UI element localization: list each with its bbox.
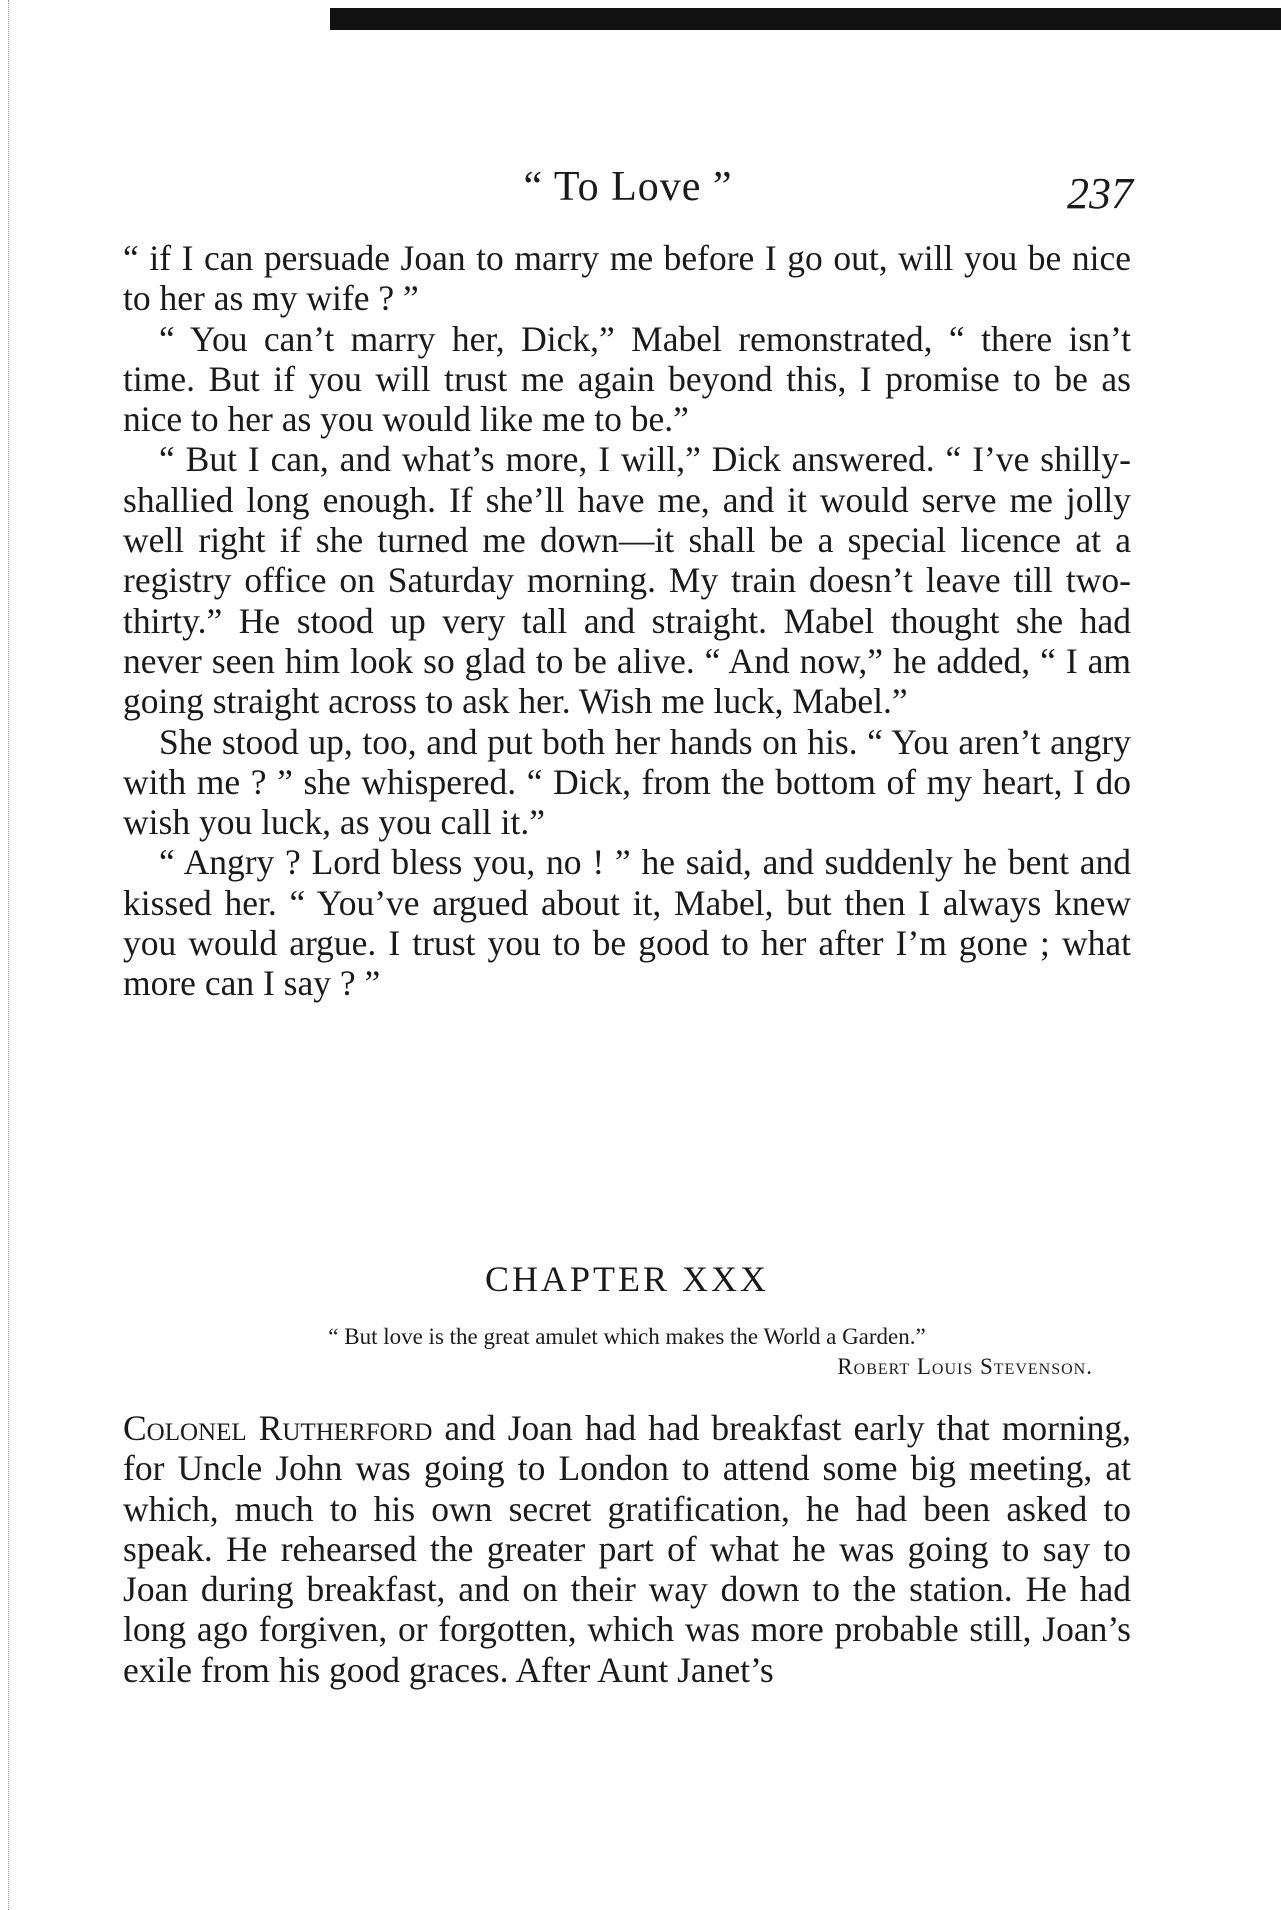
- paragraph: “ if I can persuade Joan to marry me before I go out, will you be nice to her as my wife ? ”: [123, 238, 1131, 319]
- chapter-opening-paragraph: [123, 1408, 1131, 1690]
- paragraph: “ You can’t marry her, Dick,” Mabel remonstrated, “ there isn’t time. But if you will trust me again beyond this, I promise to be as nice to her as you would like me to be.”: [123, 318, 1131, 440]
- chapter-title: CHAPTER XXX: [484, 1259, 769, 1299]
- paragraph: “ Angry ? Lord bless you, no ! ” he said, and suddenly he bent and kissed her. “ You’ve argued about it, Mabel, but then I always knew you would argue. I trust you to be good to her after I’m gone ; what more can I say ? ”: [123, 842, 1131, 1004]
- paragraph: “ But I can, and what’s more, I will,” Dick answered. “ I’ve shilly-shallied long enough. If she’ll have me, and it would serve me jolly well right if she turned me down—it shall be a special licence at a registry office on Saturday morning. My train doesn’t leave till two-thirty.” He stood up very tall and straight. Mabel thought she had never seen him look so glad to be alive. “ And now,” he added, “ I am going straight across to ask her. Wish me luck, Mabel.”: [123, 439, 1131, 722]
- text-block-chapter-opening: [123, 1408, 1131, 1690]
- page-number: 237: [1067, 169, 1133, 218]
- page-edge: [8, 0, 9, 1910]
- text-block-dialogue: [123, 238, 1131, 1004]
- opening-text: and Joan had had breakfast early that morning, for Uncle John was going to London to attend some big meeting, at which, much to his own secret gratification, he had been asked to speak. He rehearsed the greater part of what he was going to say to Joan during breakfast, and on their way down to the station. He had long ago forgiven, or forgotten, which was more probable still, Joan’s exile from his good graces. After Aunt Janet’s: [123, 1408, 1131, 1690]
- running-head: “ To Love ”: [523, 164, 733, 210]
- top-scan-border: [330, 8, 1281, 30]
- epigraph-author: Robert Louis Stevenson.: [837, 1354, 1093, 1379]
- paragraph: She stood up, too, and put both her hands on his. “ You aren’t angry with me ? ” she whispered. “ Dick, from the bottom of my heart, I do wish you luck, as you call it.”: [123, 721, 1131, 843]
- epigraph: [123, 1322, 1131, 1382]
- epigraph-quote: “ But love is the great amulet which makes the World a Garden.”: [328, 1324, 926, 1349]
- opening-small-caps: Colonel Rutherford: [123, 1408, 433, 1448]
- page-header: [123, 163, 1133, 223]
